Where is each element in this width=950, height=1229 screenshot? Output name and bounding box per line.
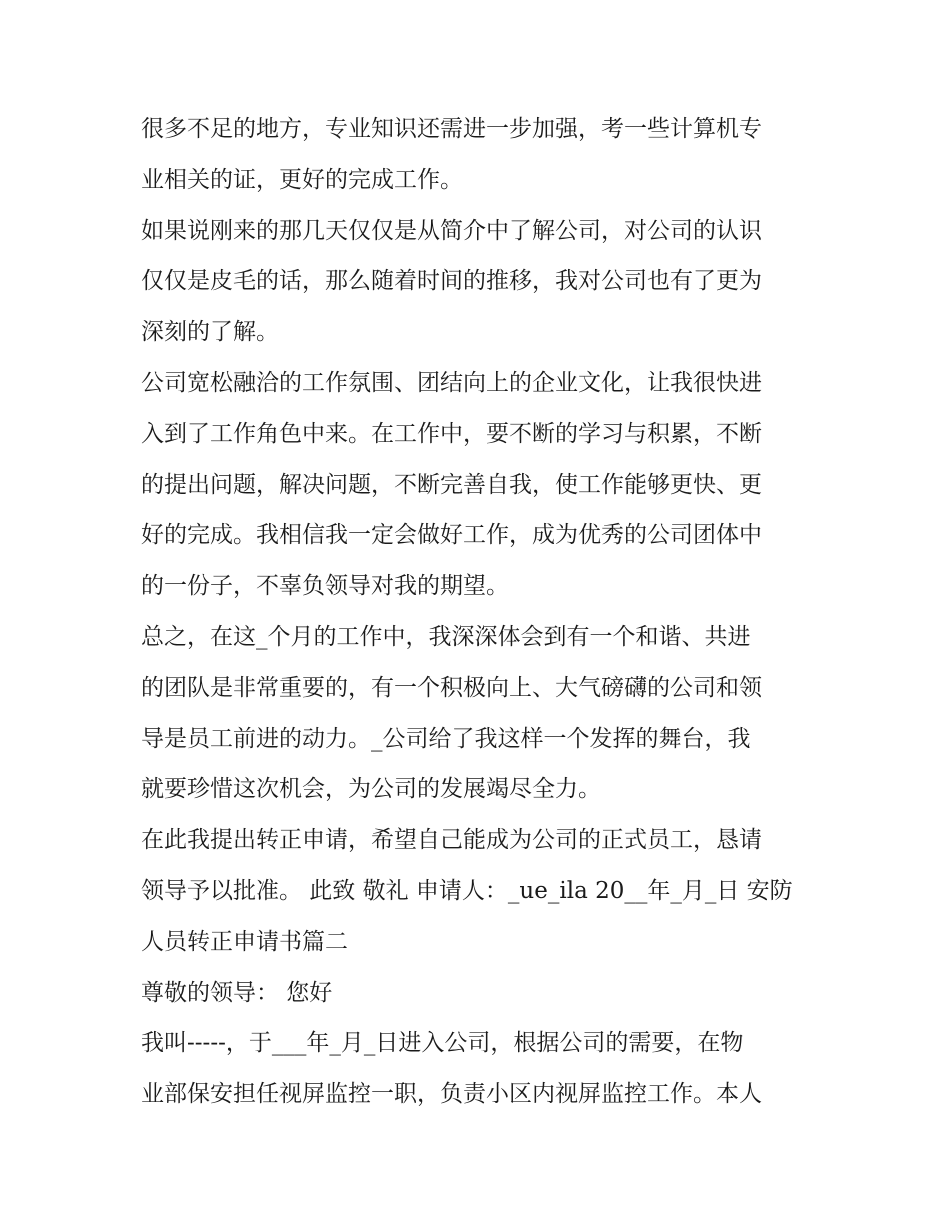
text-line: 领导予以批准。 此致 敬礼 申请人：_ue_ila 20__年_月_日 安防: [141, 877, 793, 904]
text-line: 我叫-----，于___年_月_日进入公司，根据公司的需要，在物: [141, 1030, 744, 1057]
text-line: 的一份子，不辜负领导对我的期望。: [141, 573, 509, 600]
text-line: 仅仅是皮毛的话，那么随着时间的推移，我对公司也有了更为: [141, 268, 762, 295]
text-line: 公司宽松融洽的工作氛围、团结向上的企业文化，让我很快进: [141, 369, 762, 396]
text-line: 总之，在这_个月的工作中，我深深体会到有一个和谐、共进: [141, 623, 751, 650]
text-line: 就要珍惜这次机会，为公司的发展竭尽全力。: [141, 776, 601, 803]
text-line: 如果说刚来的那几天仅仅是从简介中了解公司，对公司的认识: [141, 217, 762, 244]
text-line: 导是员工前进的动力。_公司给了我这样一个发挥的舞台，我: [141, 725, 751, 752]
text-line: 业部保安担任视屏监控一职，负责小区内视屏监控工作。本人: [141, 1081, 762, 1108]
text-line: 业相关的证，更好的完成工作。: [141, 166, 463, 193]
document-body: [141, 104, 813, 1120]
text-line: 入到了工作角色中来。在工作中，要不断的学习与积累，不断: [141, 420, 762, 447]
text-line: 尊敬的领导： 您好: [141, 979, 333, 1006]
text-line: 好的完成。我相信我一定会做好工作，成为优秀的公司团体中: [141, 522, 762, 549]
text-line: 在此我提出转正申请，希望自己能成为公司的正式员工，恳请: [141, 827, 762, 854]
text-line: 深刻的了解。: [141, 319, 279, 346]
text-line: 很多不足的地方，专业知识还需进一步加强，考一些计算机专: [141, 116, 762, 142]
text-line: 的团队是非常重要的，有一个积极向上、大气磅礴的公司和领: [141, 674, 762, 701]
text-line: 的提出问题，解决问题，不断完善自我，使工作能够更快、更: [141, 471, 762, 498]
text-line: 人员转正申请书篇二: [141, 928, 348, 955]
